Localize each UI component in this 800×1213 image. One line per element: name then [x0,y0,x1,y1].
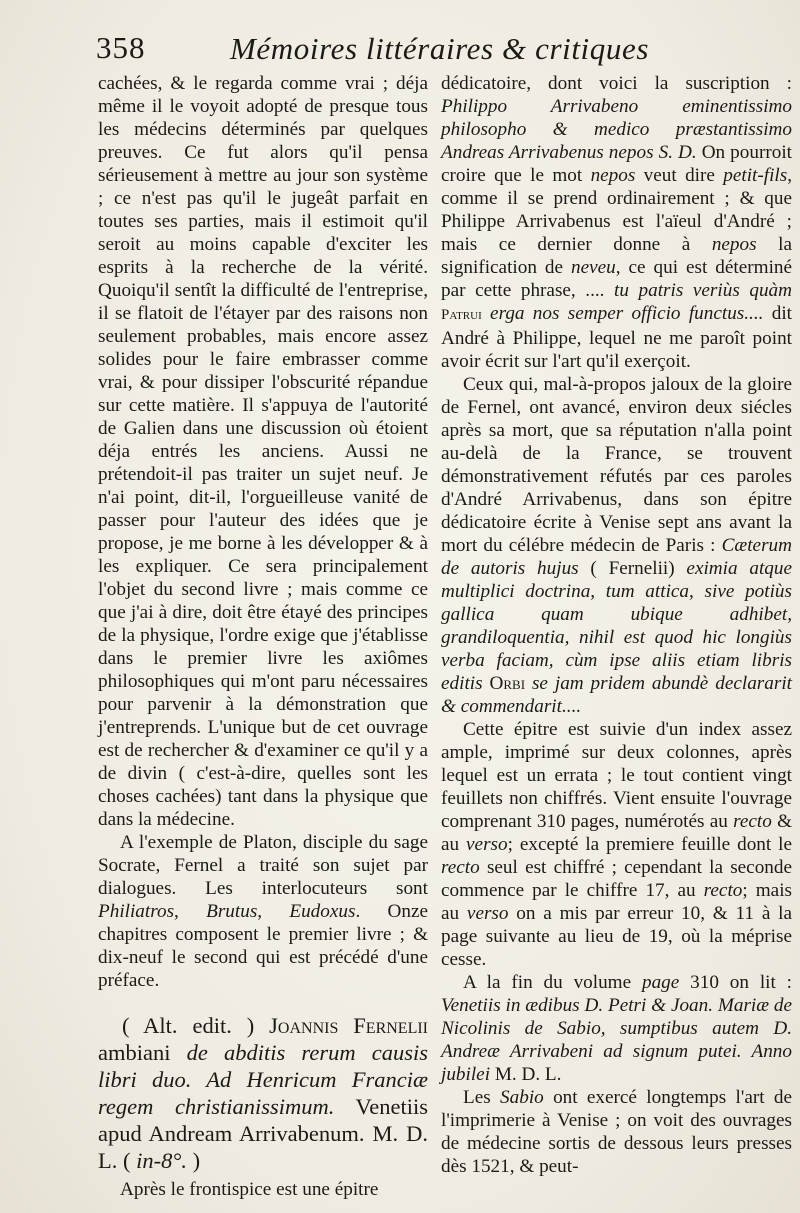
left-column [98,72,428,1201]
right-paragraph-3: Cette épitre est suivie d'un index assez ample, imprimé sur deux colonnes, après lequel est un errata ; le tout contient vingt feuillets non chiffrés. Vient ensuite l'ouvrage comprenant 310 pages, numérotés au recto & au verso; excepté la premiere feuille dont le recto seul est chiffré ; cependant la seconde commence par le chiffre 17, au recto; mais au verso on a mis par erreur 10, & 11 à la page suivante au lieu de 19, où la méprise cesse. [441,719,792,970]
right-paragraph-2: Ceux qui, mal-à-propos jaloux de la gloire de Fernel, ont avancé, environ deux siécles après sa mort, que sa réputation n'alla point au-delà de la France, se trouvent démonstrativement réfutés par ces paroles d'André Arrivabenus, dans son épitre dédicatoire écrite à Venise sept ans avant la mort du célébre médecin de Paris : Cæterum de autoris hujus ( Fernelii) eximia atque multiplici doctrina, tum attica, sive potiùs gallica quam ubique adhibet, grandiloquentia, nihil est quod hic longiùs verba faciam, cùm ipse aliis etiam libris editis Orbi se jam pridem abundè declararit & commendarit.... [441,374,792,717]
left-paragraph-3: Après le frontispice est une épitre [120,1179,379,1200]
left-paragraph-1: cachées, & le regarda comme vrai ; déja même il le voyoit adopté de presque tous les médecins déterminés par quelques preuves. Ce fut alors qu'il pensa sérieusement à mettre au jour son système ; ce n'est pas qu'il le jugeât parfait en toutes ses parties, mais il estimoit qu'il seroit au moins capable d'exciter les esprits à la recherche de la vérité. Quoiqu'il sentît la difficulté de l'entreprise, il se flatoit de l'étayer par des raisons non seulement probables, mais encore assez solides pour le faire embrasser comme vrai, & pour dissiper l'obscurité répandue sur cette matière. Il s'appuya de l'autorité de Galien dans une discussion où étoient déja entrés les anciens. Aussi ne prétendoit-il pas traiter un sujet neuf. Je n'ai point, dit-il, l'orgueilleuse vanité de passer pour l'auteur des idées que je propose, je me borne à les développer & à les expliquer. Ce sera principalement l'objet du second livre ; mais comme ce que j'ai à dire, doit être étayé des principes de la physique, l'ordre exige que j'établisse dans le premier livre les axiômes philosophiques qui m'ont paru nécessaires pour parvenir à la démonstration que j'entreprends. L'unique but de cet ouvrage est de rechercher & d'examiner ce qu'il y a de divin ( c'est-à-dire, quelles sont les choses cachées) tant dans la physique que dans la médecine. [98,73,428,830]
bibliographic-entry: ( Alt. edit. ) Joannis Fernelii ambiani de abditis rerum causis libri duo. Ad Henricum Franciæ regem christianissimum. Venetiis apud Andream Arrivabenum. M. D. L. ( in-8°. ) [98,1013,429,1173]
right-paragraph-1: dédicatoire, dont voici la suscription : Philippo Arrivabeno eminentissimo philosopho & medico præstantissimo Andreas Arrivabenus nepos S. D. On pourroit croire que le mot nepos veut dire petit-fils, comme il se prend ordinairement ; & que Philippe Arrivabenus est l'aïeul d'André ; mais ce dernier donne à nepos la signification de neveu, ce qui est déterminé par cette phrase, .... tu patris veriùs quàm Patrui erga nos semper officio functus.... dit André à Philippe, lequel ne me paroît point avoir écrit sur l'art qu'il exerçoit. [441,73,793,372]
running-title: Mémoires littéraires & critiques [230,31,649,66]
left-paragraph-2: A l'exemple de Platon, disciple du sage Socrate, Fernel a traité son sujet par dialogues. Les interlocuteurs sont Philiatros, Brutus, Eudoxus. Onze chapitres composent le premier livre ; & dix-neuf le second qui est précédé d'une préface. [98,832,428,991]
right-paragraph-4: A la fin du volume page 310 on lit : Venetiis in ædibus D. Petri & Joan. Mariæ de Nicolinis de Sabio, sumptibus autem D. Andreæ Arrivabeni ad signum putei. Anno jubilei M. D. L. [441,972,793,1085]
page-header [92,30,792,70]
right-column [441,72,792,1178]
page-number: 358 [96,30,146,65]
right-paragraph-5: Les Sabio ont exercé longtemps l'art de l'imprimerie à Venise ; on voit des ouvrages de médecine sortis de dessous leurs presses dès 1521, & peut- [441,1087,792,1177]
